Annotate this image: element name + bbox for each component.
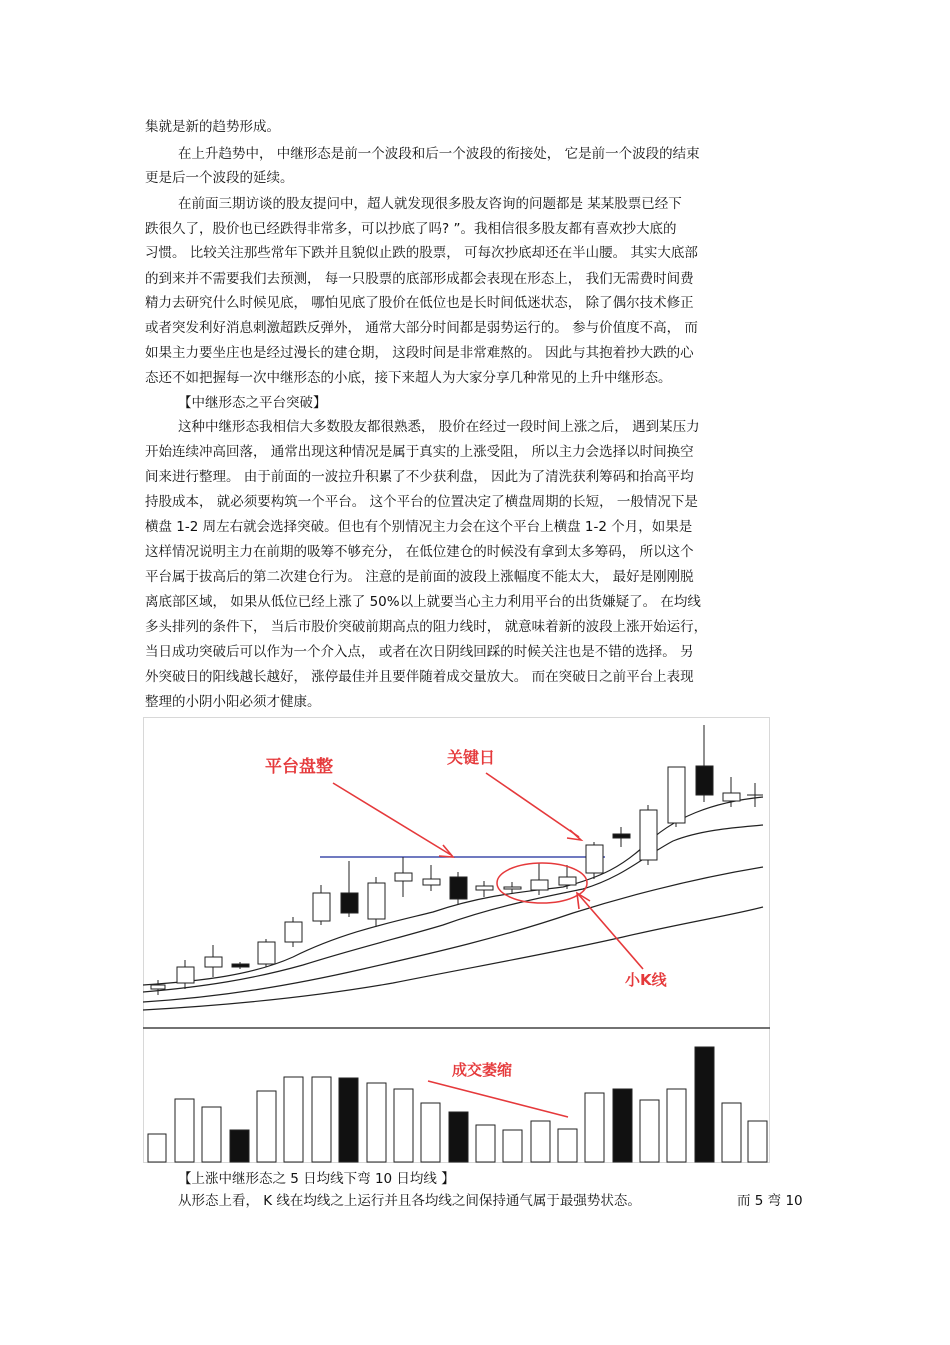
- text-line: 习惯。 比较关注那些常年下跌并且貌似止跌的股票， 可每次抄底却还在半山腰。 其实大底部: [145, 245, 698, 261]
- candle: [368, 883, 385, 919]
- text-line: 这种中继形态我相信大多数股友都很熟悉， 股价在经过一段时间上涨之后， 遇到某压力: [178, 419, 700, 435]
- text-line: 开始连续冲高回落， 通常出现这种情况是属于真实的上涨受阻， 所以主力会选择以时间换空: [145, 444, 694, 460]
- kline-figure: [143, 717, 770, 1163]
- volume-bar: [284, 1077, 303, 1162]
- text-line: 当日成功突破后可以作为一个介入点， 或者在次日阴线回踩的时候关注也是不错的选择。 另: [145, 644, 694, 660]
- volume-bar: [722, 1103, 741, 1162]
- kline-chart: [143, 717, 770, 1163]
- text-line: 跌很久了，股价也已经跌得非常多，可以抄底了吗? ”。我相信很多股友都有喜欢抄大底的: [145, 221, 677, 237]
- text-line: 从形态上看， K 线在均线之上运行并且各均线之间保持通气属于最强势状态。: [178, 1193, 641, 1209]
- section-heading: 【中继形态之平台突破】: [178, 395, 327, 411]
- label-small-k: 小K线: [625, 971, 667, 989]
- label-platform: 平台盘整: [265, 757, 333, 777]
- volume-bar: [476, 1125, 495, 1162]
- text-line: 平台属于拔高后的第二次建仓行为。 注意的是前面的波段上涨幅度不能太大， 最好是刚刚脱: [145, 569, 694, 585]
- label-key-day: 关键日: [447, 748, 496, 767]
- candle: [613, 834, 630, 838]
- text-line: 这样情况说明主力在前期的吸筹不够充分， 在低位建仓的时候没有拿到太多筹码， 所以这个: [145, 544, 694, 560]
- volume-bar: [148, 1134, 166, 1162]
- volume-bar: [503, 1130, 522, 1162]
- volume-bar: [748, 1121, 767, 1162]
- candle: [450, 877, 467, 899]
- text-line: 外突破日的阳线越长越好， 涨停最佳并且要伴随着成交量放大。 而在突破日之前平台上表现: [145, 669, 694, 685]
- text-line: 的到来并不需要我们去预测， 每一只股票的底部形成都会表现在形态上， 我们无需费时间费: [145, 271, 694, 287]
- text-line: 或者突发利好消息刺激超跌反弹外， 通常大部分时间都是弱势运行的。 参与价值度不高， 而: [145, 320, 698, 336]
- volume-bar: [585, 1093, 604, 1162]
- text-line: 精力去研究什么时候见底， 哪怕见底了股价在低位也是长时间低迷状态， 除了偶尔技术修正: [145, 295, 694, 311]
- candle: [258, 942, 275, 964]
- volume-bar: [421, 1103, 440, 1162]
- text-line: 持股成本， 就必须要构筑一个平台。 这个平台的位置决定了横盘周期的长短， 一般情况下是: [145, 494, 698, 510]
- candle: [395, 873, 412, 881]
- text-line: 多头排列的条件下， 当后市股价突破前期高点的阻力线时， 就意味着新的波段上涨开始运行，: [145, 619, 708, 635]
- candle: [205, 957, 222, 967]
- candle: [723, 793, 740, 801]
- volume-bar: [613, 1089, 632, 1162]
- text-line: 集就是新的趋势形成。: [145, 119, 280, 135]
- candle: [640, 810, 657, 860]
- volume-bar: [695, 1047, 714, 1162]
- text-line: 更是后一个波段的延续。: [145, 170, 294, 186]
- volume-bar: [394, 1089, 413, 1162]
- candle: [668, 767, 685, 823]
- volume-bar: [449, 1112, 468, 1162]
- volume-bar: [558, 1129, 577, 1162]
- volume-bar: [367, 1083, 386, 1162]
- candle: [559, 877, 576, 885]
- candle: [232, 964, 249, 967]
- volume-bar: [640, 1100, 659, 1162]
- volume-bar: [531, 1121, 550, 1162]
- text-line: 横盘 1-2 周左右就会选择突破。但也有个别情况主力会在这个平台上横盘 1-2 个月，如果是: [145, 519, 693, 535]
- candle: [313, 893, 330, 921]
- candle: [504, 887, 521, 889]
- volume-bar: [257, 1091, 276, 1162]
- volume-bar: [175, 1099, 194, 1162]
- volume-bar: [230, 1130, 249, 1162]
- volume-bar: [202, 1107, 221, 1162]
- text-line: 整理的小阴小阳必须才健康。: [145, 694, 321, 710]
- volume-bar: [312, 1077, 331, 1162]
- candle: [341, 893, 358, 913]
- candle: [151, 985, 165, 989]
- label-volume: 成交萎缩: [452, 1061, 513, 1079]
- candle: [531, 880, 548, 890]
- candle: [285, 922, 302, 942]
- candle: [586, 845, 603, 873]
- text-line: 如果主力要坐庄也是经过漫长的建仓期， 这段时间是非常难熬的。 因此与其抱着抄大跌的心: [145, 345, 694, 361]
- volume-bar: [667, 1089, 686, 1162]
- volume-bar: [339, 1078, 358, 1162]
- text-line: 在上升趋势中， 中继形态是前一个波段和后一个波段的衔接处， 它是前一个波段的结束: [178, 146, 700, 162]
- figure-caption: 【上涨中继形态之 5 日均线下弯 10 日均线 】: [178, 1171, 455, 1187]
- candle: [177, 967, 194, 983]
- text-line: 离底部区域， 如果从低位已经上涨了 50%以上就要当心主力利用平台的出货嫌疑了。 在均线: [145, 594, 701, 610]
- candle: [476, 886, 493, 890]
- candle: [696, 766, 713, 795]
- text-line: 在前面三期访谈的股友提问中，超人就发现很多股友咨询的问题都是 某某股票已经下: [178, 196, 682, 212]
- candle: [423, 879, 440, 885]
- text-line: 态还不如把握每一次中继形态的小底，接下来超人为大家分享几种常见的上升中继形态。: [145, 370, 672, 386]
- text-line: 间来进行整理。 由于前面的一波拉升积累了不少获利盘， 因此为了清洗获利筹码和抬高平均: [145, 469, 694, 485]
- text-line: 而 5 弯 10: [737, 1193, 803, 1209]
